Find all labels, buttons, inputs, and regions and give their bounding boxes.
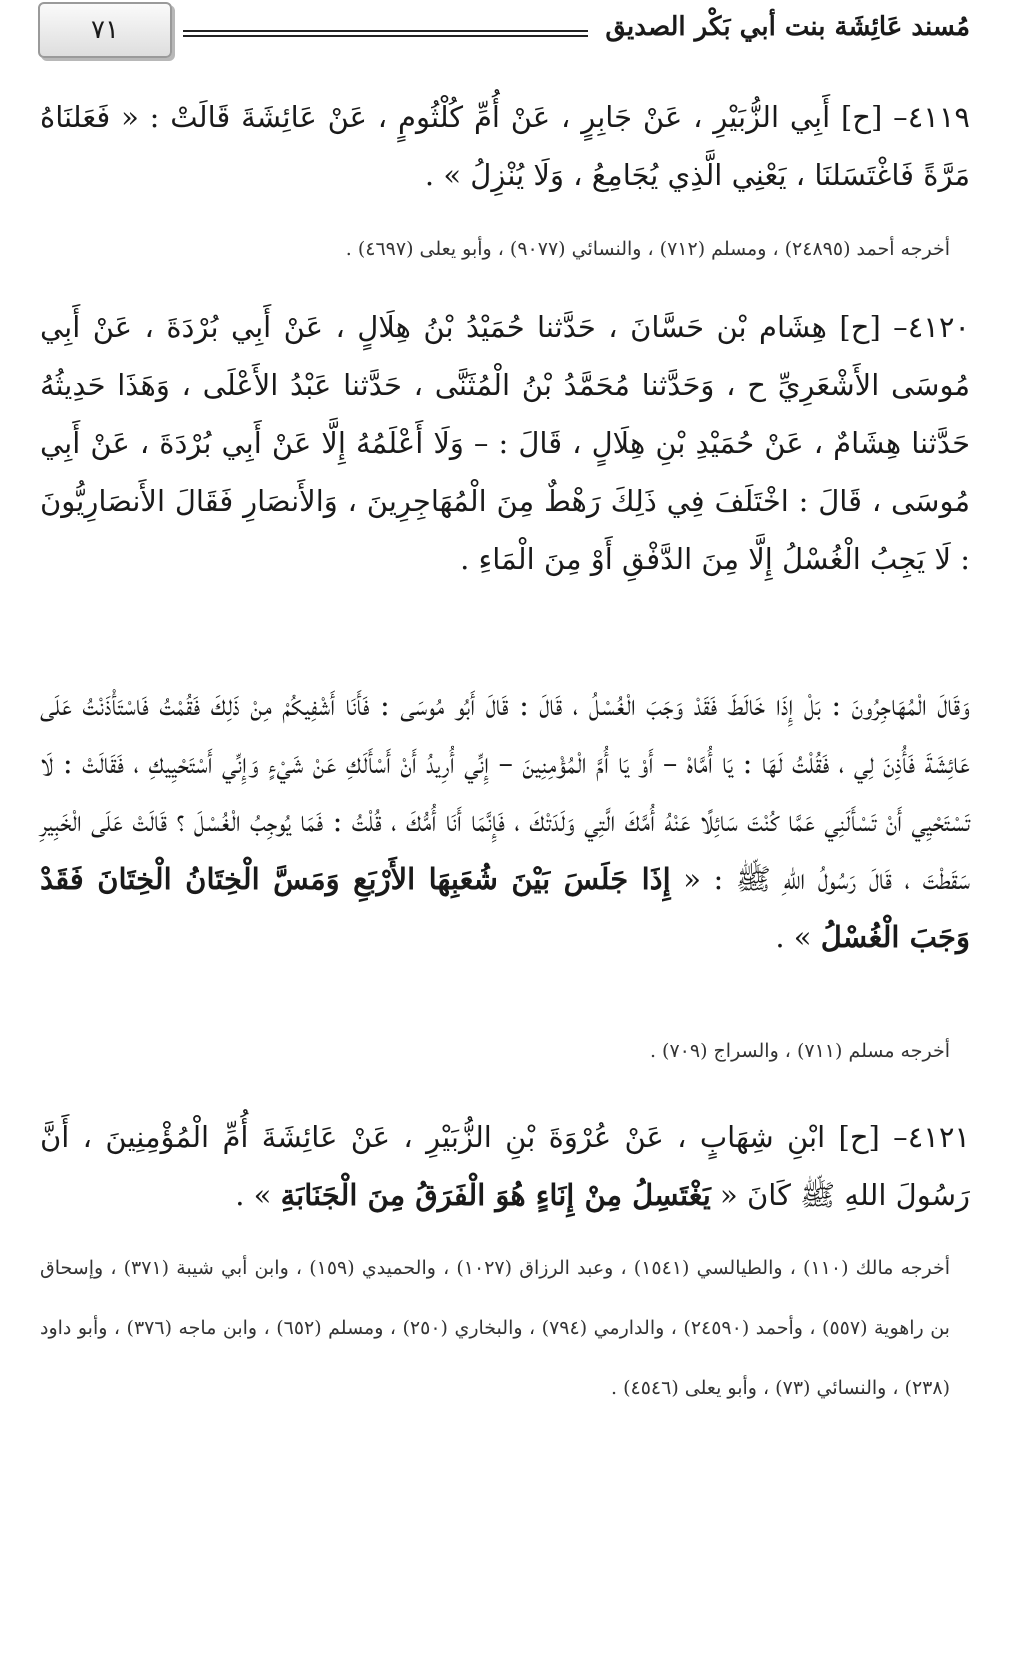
hadith-text: – [ح] هِشَام بْن حَسَّانَ ، حَدَّثنا حُمَيْدُ بْنُ هِلَالٍ ، عَنْ أَبِي بُرْدَةَ ، عَنْ أَبِي مُوسَى الأَشْعَرِيِّ ح ، وَحَدَّثنا مُحَمَّدُ بْنُ الْمُثَنَّى ، حَدَّثنا عَبْدُ الأَعْلَى ، وَهَذَا حَدِيثُهُ حَدَّثنا هِشَامٌ ، عَنْ حُمَيْدِ بْنِ هِلَالٍ ، قَالَ : – وَلَا أَعْلَمُهُ إِلَّا عَنْ أَبِي بُرْدَةَ ، عَنْ أَبِي مُوسَى ، قَالَ : اخْتَلَفَ فِي ذَلِكَ رَهْطٌ مِنَ الْمُهَاجِرِينَ ، وَالأَنصَارِ فَقَالَ الأَنصَارِيُّونَ : لَا يَجِبُ الْغُسْلُ إِلَّا مِنَ الدَّفْقِ أَوْ مِنَ الْمَاءِ . [40, 310, 970, 576]
quote-close: » . [235, 1178, 272, 1212]
hadith-4119 [40, 88, 970, 204]
hadith-number: ٤١٢١ [907, 1120, 970, 1154]
footnote-4120: أخرجه مسلم (٧١١) ، والسراج (٧٠٩) . [649, 1040, 950, 1062]
page-number-tab [38, 2, 172, 58]
hadith-number: ٤١١٩ [907, 100, 970, 134]
prophetic-saying: إِذَا جَلَسَ بَيْنَ شُعَبِهَا الأَرْبَعِ وَمَسَّ الْخِتَانُ الْخِتَانَ فَقَدْ وَجَبَ الْغُسْلُ [40, 862, 970, 954]
hadith-4121 [40, 1108, 970, 1224]
page-number: ٧١ [91, 15, 119, 45]
page-header [0, 0, 1010, 70]
hadith-4120 [40, 298, 970, 588]
footnote-4119: أخرجه أحمد (٢٤٨٩٥) ، ومسلم (٧١٢) ، والنسائي (٩٠٧٧) ، وأبو يعلى (٤٦٩٧) . [345, 238, 950, 260]
prophetic-saying: يَغْتَسِلُ مِنْ إِنَاءٍ هُوَ الْفَرَقُ مِنَ الْجَنَابَةِ [280, 1178, 711, 1212]
quote-close: » . [775, 920, 812, 954]
running-title: مُسند عَائِشَة بنت أبي بَكْر الصديق [605, 12, 970, 42]
hadith-number: ٤١٢٠ [907, 310, 970, 344]
header-rule [183, 30, 588, 37]
hadith-text: – [ح] ابْنِ شِهَابٍ ، عَنْ عُرْوَةَ بْنِ الزُّبَيْرِ ، عَنْ عَائِشَةَ أُمِّ الْمُؤْمِنِينَ ، أَنَّ رَسُولَ اللهِ ﷺ كَانَ « [40, 1120, 970, 1212]
footnote-4121: أخرجه مالك (١١٠) ، والطيالسي (١٥٤١) ، وعبد الرزاق (١٠٢٧) ، والحميدي (١٥٩) ، وابن أبي شيبة (٣٧١) ، وإسحاق بن راهوية (٥٥٧) ، وأحمد (٢٤٥٩٠) ، والدارمي (٧٩٤) ، والبخاري (٢٥٠) ، ومسلم (٦٥٢) ، وابن ماجه (٣٧٦) ، وأبو داود (٢٣٨) ، والنسائي (٧٣) ، وأبو يعلى (٤٥٤٦) . [40, 1257, 951, 1399]
hadith-text: وَقَالَ الْمُهَاجِرُونَ : بَلْ إِذَا خَالَطَ فَقَدْ وَجَبَ الْغُسْلُ ، قَالَ : قَالَ أَبُو مُوسَى : فَأَنَا أَشْفِيكُمْ مِنْ ذَلِكَ فَقُمْتُ فَاسْتَأْذَنْتُ عَلَى عَائِشَةَ فَأُذِنَ لِي ، فَقُلْتُ لَهَا : يَا أُمَّاهْ – أَوْ يَا أُمَّ الْمُؤْمِنِينَ – إِنِّي أُرِيدُ أَنْ أَسْأَلَكِ عَنْ شَيْءٍ وَإِنِّي أَسْتَحْيِيكِ ، فَقَالَتْ : لَا تَسْتَحْيِي أَنْ تَسْأَلَنِي عَمَّا كُنْتَ سَائِلًا عَنْهُ أُمَّكَ الَّتِي وَلَدَتْكَ ، فَإِنَّمَا أَنَا أُمُّكَ ، قُلْتُ : فَمَا يُوجِبُ الْغُسْلَ ؟ قَالَتْ عَلَى الْخَبِيرِ سَقَطْتَ ، قَالَ رَسُولُ اللهِ ﷺ : « [40, 688, 970, 896]
hadith-text: – [ح] أَبِي الزُّبَيْرِ ، عَنْ جَابِرٍ ، عَنْ أُمِّ كُلْثُومٍ ، عَنْ عَائِشَةَ قَالَتْ : « فَعَلنَاهُ مَرَّةً فَاغْتَسَلنَا ، يَعْنِي الَّذِي يُجَامِعُ ، وَلَا يُنْزِلُ » . [40, 100, 970, 192]
hadith-4120-paragraph-2 [40, 676, 970, 966]
